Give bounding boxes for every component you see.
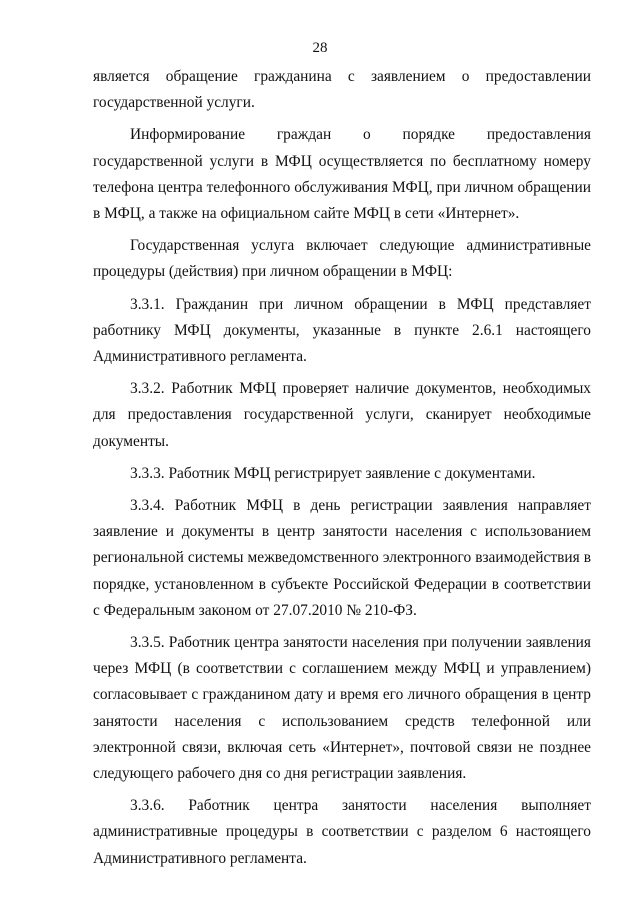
page-number: 28 [312,40,328,56]
paragraph-3-3-3: 3.3.3. Работник МФЦ регистрирует заявление с документами. [130,464,536,482]
paragraph-3-3-5: 3.3.5. Работник центра занятости населения при получении заявления через МФЦ (в соответствии с соглашением между МФЦ и управлением) согласовывает с гражданином дату и время его личного обращения в центр занятости населения с использованием средств телефонной или электронной связи, включая сеть «Интернет», почтовой связи не позднее следующего рабочего дня со дня регистрации заявления. [93,634,591,783]
paragraph-procedures-intro: Государственная услуга включает следующие административные процедуры (действия) при личном обращении в МФЦ: [93,237,591,281]
paragraph-3-3-2: 3.3.2. Работник МФЦ проверяет наличие документов, необходимых для предоставления государственной услуги, сканирует необходимые документы. [93,380,591,450]
document-body [93,64,591,872]
paragraph-3-3-4: 3.3.4. Работник МФЦ в день регистрации заявления направляет заявление и документы в центр занятости населения с использованием региональной системы межведомственного электронного взаимодействия в порядке, установленном в субъекте Российской Федерации в соответствии с Федеральным законом от 27.07.2010 № 210-ФЗ. [93,497,591,619]
paragraph-informing: Информирование граждан о порядке предоставления государственной услуги в МФЦ осуществляется по бесплатному номеру телефона центра телефонного обслуживания МФЦ, при личном обращении в МФЦ, а также на официальном сайте МФЦ в сети «Интернет». [93,126,591,223]
paragraph-3-3-6: 3.3.6. Работник центра занятости населения выполняет административные процедуры в соответствии с разделом 6 настоящего Административного регламента. [93,797,591,867]
paragraph-3-3-1: 3.3.1. Гражданин при личном обращении в МФЦ представляет работнику МФЦ документы, указанные в пункте 2.6.1 настоящего Административного регламента. [93,295,591,366]
paragraph-continuation: является обращение гражданина с заявлением о предоставлении государственной услуги. [93,68,591,112]
